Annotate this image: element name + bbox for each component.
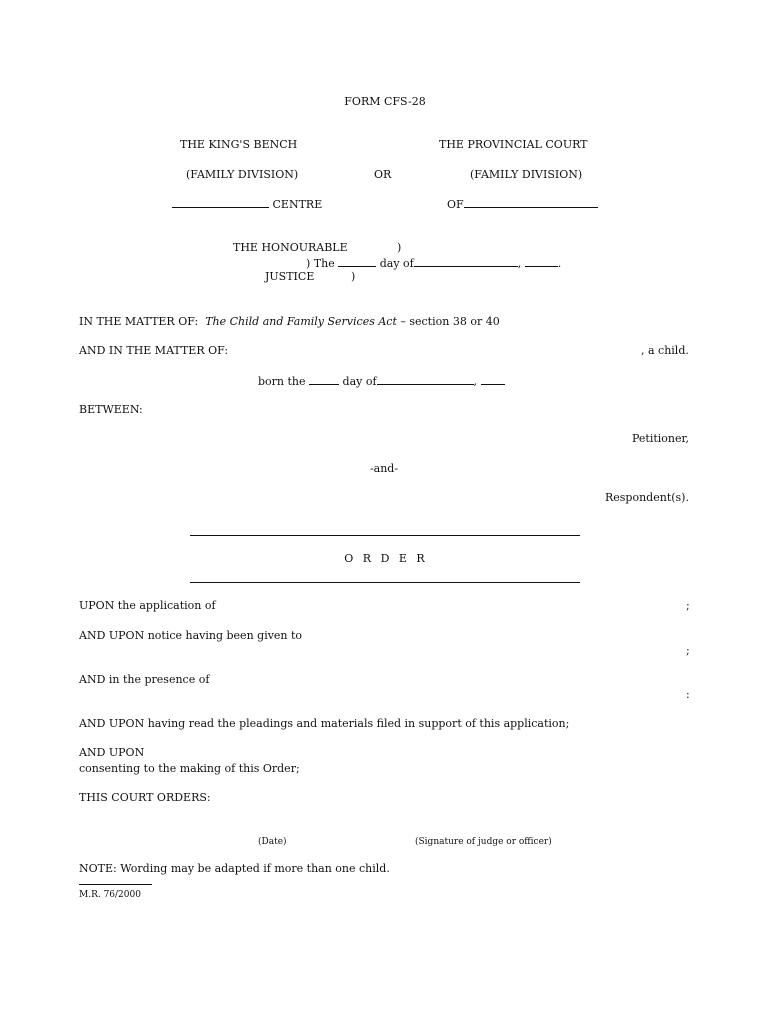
petitioner-label: Petitioner, [632,432,690,445]
or-label: OR [374,168,392,181]
born-prefix: born the [258,375,306,388]
matter-line [79,315,500,329]
court-left-division: (FAMILY DIVISION) [186,168,299,181]
year-blank[interactable] [525,256,558,267]
matter-suffix: – section 38 or 40 [400,315,500,328]
notice-label: AND UPON notice having been given to [79,629,303,642]
upon-application-label: UPON the application of [79,599,216,612]
court-left-name: THE KING'S BENCH [180,138,298,151]
consenting-text: consenting to the making of this Order; [79,762,300,775]
and-matter-label: AND IN THE MATTER OF: [79,344,229,357]
bracket-top: ) [397,241,402,254]
date-label: (Date) [258,837,287,847]
and-label: -and- [369,462,399,475]
honourable-label: THE HONOURABLE [233,241,348,254]
note-text: NOTE: Wording may be adapted if more than one child. [79,862,390,875]
between-label: BETWEEN: [79,403,143,416]
matter-prefix: IN THE MATTER OF: [79,315,199,328]
day-blank[interactable] [338,256,376,267]
date-comma: , [517,257,522,270]
bracket-bottom: ) [351,270,356,283]
centre-line [172,197,322,212]
of-line [447,197,598,212]
court-right-division: (FAMILY DIVISION) [470,168,583,181]
court-right-name: THE PROVINCIAL COURT [439,138,588,151]
respondent-label: Respondent(s). [605,491,689,504]
pleadings-text: AND UPON having read the pleadings and materials filed in support of this application; [79,717,570,730]
and-upon-label: AND UPON [79,746,145,759]
order-rule-top [190,535,580,536]
born-line [258,374,505,389]
a-child-label: , a child. [641,344,689,357]
the-label: ) The [306,257,335,270]
presence-colon: : [686,688,690,701]
footnote-rule [79,884,152,885]
notice-semicolon: ; [686,644,690,657]
month-blank[interactable] [414,256,518,267]
signature-label: (Signature of judge or officer) [415,837,552,847]
day-of-label: day of [379,257,414,270]
centre-label: CENTRE [272,198,323,211]
justice-label: JUSTICE [265,270,315,283]
regulation-label: M.R. 76/2000 [79,890,141,900]
of-blank[interactable] [464,197,598,208]
of-label: OF [447,198,464,211]
presence-label: AND in the presence of [79,673,210,686]
court-orders-label: THIS COURT ORDERS: [79,791,211,804]
form-title: FORM CFS-28 [344,95,426,108]
born-day-of: day of [342,375,377,388]
order-rule-bottom [190,582,580,583]
date-line [306,256,561,271]
born-comma: , [473,375,478,388]
act-name: The Child and Family Services Act [205,315,397,328]
date-period: . [557,257,562,270]
born-month-blank[interactable] [377,374,474,385]
born-day-blank[interactable] [309,374,339,385]
application-semicolon: ; [686,599,690,612]
born-year-blank[interactable] [481,374,505,385]
order-title: O R D E R [344,552,428,565]
centre-blank[interactable] [172,197,269,208]
